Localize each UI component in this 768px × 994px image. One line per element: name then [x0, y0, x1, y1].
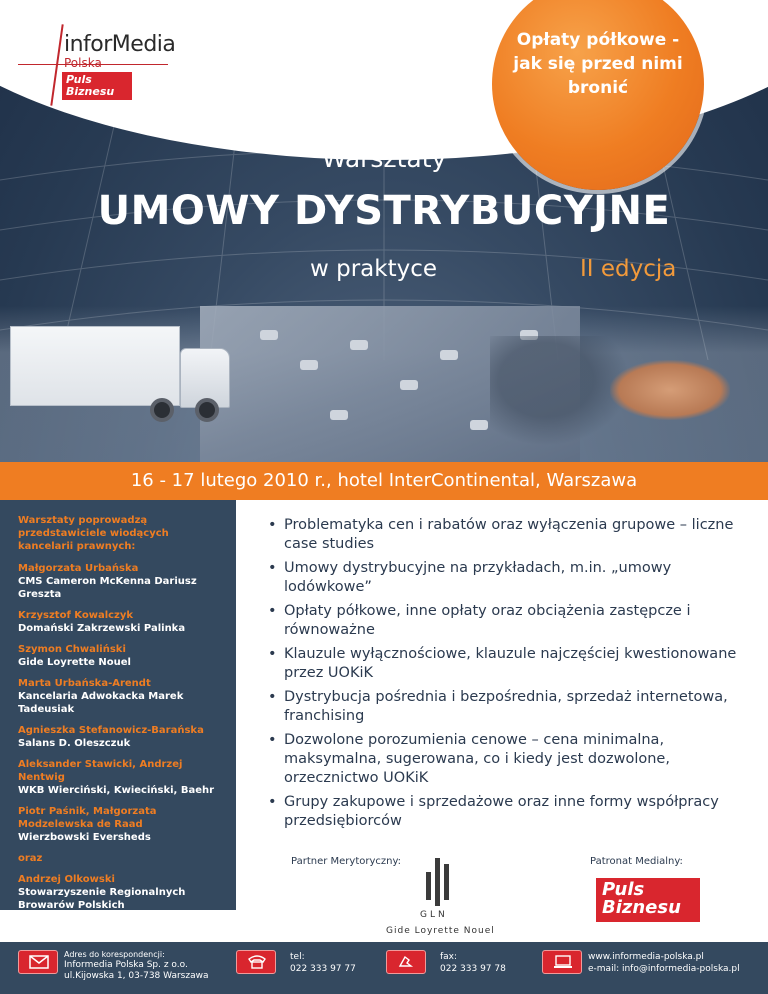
computer-icon	[542, 950, 582, 974]
address-line2: ul.Kijowska 1, 03-738 Warszawa	[64, 971, 209, 981]
speaker-firm: Domański Zakrzewski Palinka	[18, 623, 186, 634]
speakers-intro: Warsztaty poprowadzą przedstawiciele wiodących kancelarii prawnych:	[18, 515, 169, 552]
topic-item: • Opłaty półkowe, inne opłaty oraz obciążenia zastępcze i równoważne	[268, 602, 738, 640]
speaker-firm: WKB Wierciński, Kwieciński, Baehr	[18, 785, 215, 796]
puls-small-line1: Puls	[66, 73, 92, 86]
speaker-firm: Salans D. Oleszczuk	[18, 738, 131, 749]
speaker-block	[18, 873, 226, 912]
informedia-logo[interactable]	[18, 18, 198, 106]
puls-line2: Biznesu	[602, 897, 681, 918]
puls-biznesu-small-logo	[62, 72, 132, 100]
car-shape	[330, 410, 348, 420]
hero-kicker: Warsztaty	[321, 144, 447, 173]
car-shape	[350, 340, 368, 350]
badge-text: Opłaty półkowe - jak się przed nimi bronić	[513, 30, 683, 98]
gln-bar	[426, 872, 431, 900]
speaker-block	[18, 677, 226, 716]
logo-main-text: inforMedia	[64, 32, 176, 57]
speaker-name: Szymon Chwaliński	[18, 644, 126, 655]
topic-item: • Grupy zakupowe i sprzedażowe oraz inne formy współpracy przedsiębiorców	[268, 793, 738, 831]
gln-bar	[435, 858, 440, 906]
puls-biznesu-logo[interactable]	[596, 878, 700, 922]
speaker-block	[18, 805, 226, 844]
truck-wheel	[195, 398, 219, 422]
speaker-name: oraz	[18, 853, 43, 864]
car-shape	[400, 380, 418, 390]
truck-wheel	[150, 398, 174, 422]
speaker-name: Małgorzata Urbańska	[18, 563, 139, 574]
car-shape	[470, 420, 488, 430]
speaker-block	[18, 852, 226, 865]
speaker-block	[18, 609, 226, 635]
handshake-image	[610, 360, 730, 420]
speaker-name: Aleksander Stawicki, Andrzej Nentwig	[18, 759, 183, 783]
speaker-firm: Wierzbowski Eversheds	[18, 832, 151, 843]
logo-sub-text: Polska	[64, 56, 102, 70]
speakers-panel	[0, 500, 236, 910]
gln-logo-mark	[424, 858, 454, 906]
fax-icon	[386, 950, 426, 974]
gide-text: Gide Loyrette Nouel	[386, 926, 495, 936]
fax-label: fax:	[440, 952, 458, 962]
email-link[interactable]: e-mail: info@informedia-polska.pl	[588, 964, 740, 974]
puls-line1: Puls	[602, 879, 645, 900]
speaker-name: Andrzej Olkowski	[18, 874, 115, 885]
fax-value: 022 333 97 78	[440, 964, 506, 974]
speaker-block	[18, 724, 226, 750]
car-shape	[300, 360, 318, 370]
topic-item: • Dozwolone porozumienia cenowe – cena minimalna, maksymalna, sugerowana, co i kiedy jest dozwolone, orzecznictwo UOKiK	[268, 731, 738, 788]
car-shape	[260, 330, 278, 340]
patronat-label: Patronat Medialny:	[590, 856, 683, 867]
address-label: Adres do korespondencji:	[64, 950, 165, 959]
envelope-icon	[18, 950, 58, 974]
address-line1: Informedia Polska Sp. z o.o.	[64, 960, 188, 970]
phone-icon	[236, 950, 276, 974]
topic-item: • Dystrybucja pośrednia i bezpośrednia, sprzedaż internetowa, franchising	[268, 688, 738, 726]
world-map-image	[490, 336, 630, 446]
speaker-block	[18, 643, 226, 669]
gln-bar	[444, 864, 449, 900]
truck-trailer-image	[10, 326, 180, 406]
hero-edition: II edycja	[580, 256, 677, 282]
event-date-bar: 16 - 17 lutego 2010 r., hotel InterContinental, Warszawa	[0, 462, 768, 500]
topic-item: • Problematyka cen i rabatów oraz wyłączenia grupowe – liczne case studies	[268, 516, 738, 554]
topics-list	[268, 516, 738, 836]
speaker-name: Agnieszka Stefanowicz-Barańska	[18, 725, 204, 736]
speaker-name: Piotr Paśnik, Małgorzata Modzelewska de Raad	[18, 806, 157, 830]
car-shape	[440, 350, 458, 360]
page-title: UMOWY DYSTRYBUCYJNE	[97, 188, 671, 234]
hero-subtitle: w praktyce	[310, 256, 438, 282]
gln-text: GLN	[420, 910, 448, 920]
topic-item: • Umowy dystrybucyjne na przykładach, m.in. „umowy lodówkowe”	[268, 559, 738, 597]
website-link[interactable]: www.informedia-polska.pl	[588, 952, 704, 962]
speaker-name: Krzysztof Kowalczyk	[18, 610, 134, 621]
tel-label: tel:	[290, 952, 305, 962]
partner-label: Partner Merytoryczny:	[291, 856, 402, 867]
topic-item: • Klauzule wyłącznościowe, klauzule najczęściej kwestionowane przez UOKiK	[268, 645, 738, 683]
speaker-firm: CMS Cameron McKenna Dariusz Greszta	[18, 576, 197, 600]
speaker-firm: Kancelaria Adwokacka Marek Tadeusiak	[18, 691, 184, 715]
tel-value[interactable]: 022 333 97 77	[290, 964, 356, 974]
speaker-firm: Gide Loyrette Nouel	[18, 657, 131, 668]
speaker-name: Marta Urbańska-Arendt	[18, 678, 151, 689]
speaker-block	[18, 758, 226, 797]
speaker-block	[18, 562, 226, 601]
speaker-firm: Stowarzyszenie Regionalnych Browarów Polskich	[18, 887, 186, 911]
puls-small-line2: Biznesu	[66, 85, 115, 98]
